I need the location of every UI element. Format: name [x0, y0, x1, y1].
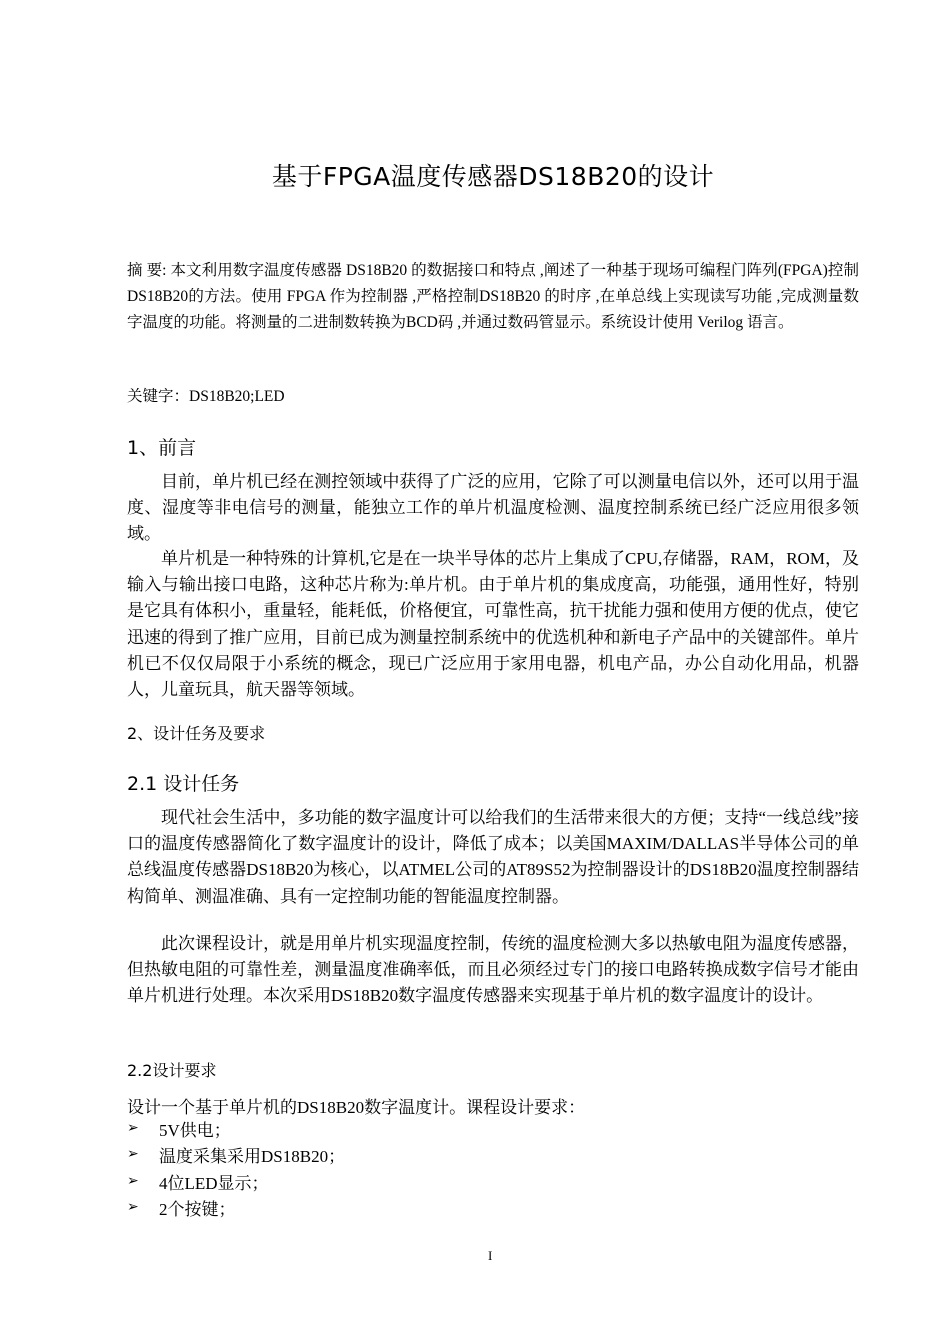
arrow-bullet-icon: ➢	[127, 1200, 139, 1216]
list-item-text: 4位LED显示；	[159, 1173, 269, 1193]
section-2-2-intro: 设计一个基于单片机的DS18B20数字温度计。课程设计要求：	[127, 1098, 586, 1117]
list-item	[127, 1168, 345, 1195]
page-title: 基于FPGA温度传感器DS18B20的设计	[271, 162, 715, 191]
section-1-heading: 1、前言	[127, 437, 197, 459]
section-2-1-paragraph-2: 此次课程设计，就是用单片机实现温度控制，传统的温度检测大多以热敏电阻为温度传感器，但热敏电阻的可靠性差，测量温度准确率低，而且必须经过专门的接口电路转换成数字信号才能由单片机进行处理。本次采用DS18B20数字温度传感器来实现基于单片机的数字温度计的设计。	[127, 934, 859, 1006]
abstract: 摘 要: 本文利用数字温度传感器 DS18B20 的数据接口和特点 ,阐述了一种基于现场可编程门阵列(FPGA)控制DS18B20的方法。使用 FPGA 作为控制器 ,严格控制DS18B20 的时序 ,在单总线上实现读写功能 ,完成测量数字温度的功能。将测量的二进制数转换为BCD码 ,并通过数码管显示。系统设计使用 Verilog 语言。	[127, 262, 859, 331]
section-2-1-paragraph-1: 现代社会生活中，多功能的数字温度计可以给我们的生活带来很大的方便；支持“一线总线”接口的温度传感器简化了数字温度计的设计，降低了成本；以美国MAXIM/DALLAS半导体公司的单总线温度传感器DS18B20为核心，以ATMEL公司的AT89S52为控制器设计的DS18B20温度控制器结构简单、测温准确、具有一定控制功能的智能温度控制器。	[127, 808, 859, 906]
section-2-heading: 2、设计任务及要求	[127, 724, 266, 743]
arrow-bullet-icon: ➢	[127, 1120, 139, 1136]
list-item-text: 5V供电；	[159, 1120, 231, 1140]
section-2-2-heading: 2.2设计要求	[127, 1061, 217, 1080]
arrow-bullet-icon: ➢	[127, 1173, 139, 1189]
page-number: I	[488, 1248, 493, 1263]
keywords: 关键字：DS18B20;LED	[127, 388, 285, 405]
section-1-paragraph-1: 目前，单片机已经在测控领域中获得了广泛的应用，它除了可以测量电信以外，还可以用于温度、湿度等非电信号的测量，能独立工作的单片机温度检测、温度控制系统已经广泛应用很多领域。	[127, 472, 859, 544]
list-item	[127, 1115, 345, 1142]
section-2-1-heading: 2.1 设计任务	[127, 773, 240, 795]
section-1-paragraph-2: 单片机是一种特殊的计算机,它是在一块半导体的芯片上集成了CPU,存储器，RAM，ROM，及输入与输出接口电路，这种芯片称为:单片机。由于单片机的集成度高，功能强，通用性好，特别是它具有体积小，重量轻，能耗低，价格便宜，可靠性高，抗干扰能力强和使用方便的优点，使它迅速的得到了推广应用，目前已成为测量控制系统中的优选机种和新电子产品中的关键部件。单片机已不仅仅局限于小系统的概念，现已广泛应用于家用电器，机电产品，办公自动化用品，机器人，儿童玩具，航天器等领域。	[127, 549, 859, 700]
list-item	[127, 1195, 345, 1222]
list-item-text: 2个按键；	[159, 1200, 236, 1220]
list-item-text: 温度采集采用DS18B20；	[159, 1147, 346, 1167]
arrow-bullet-icon: ➢	[127, 1147, 139, 1163]
list-item	[127, 1142, 345, 1169]
requirements-list	[127, 1115, 345, 1221]
